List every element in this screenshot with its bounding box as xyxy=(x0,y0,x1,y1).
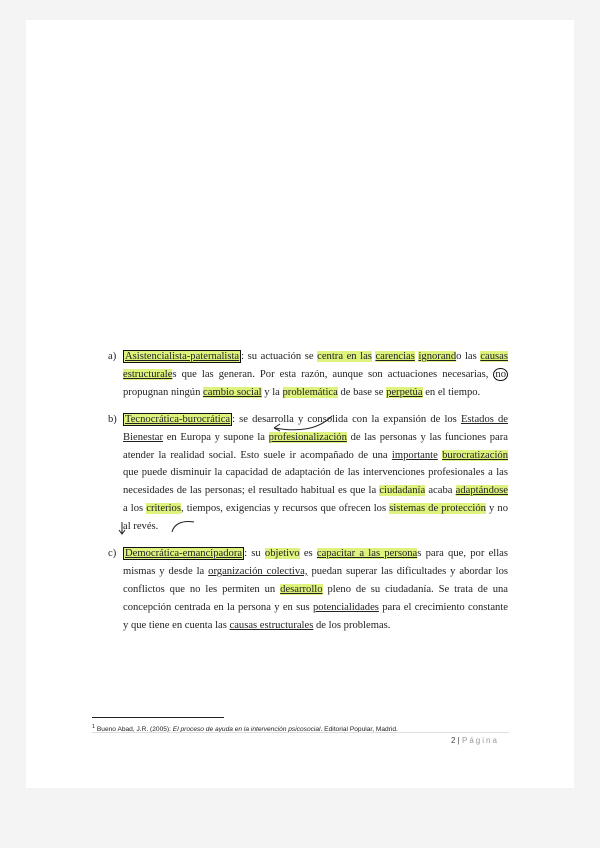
highlight-segment: burocratización xyxy=(442,449,508,461)
footnote-book-title: El proceso de ayuda en la intervención psicosocial xyxy=(172,726,321,734)
list-marker-c: c) xyxy=(108,548,117,560)
highlight-segment: objetivo xyxy=(264,548,300,560)
text-segment: puedan superar las dificultades y abordar los conflictos que no les permiten un xyxy=(123,565,508,595)
footnote-publisher: . Editorial Popular, Madrid. xyxy=(320,726,398,734)
text-segment: en Europa y supone la xyxy=(166,431,265,443)
text-segment: de los problemas. xyxy=(316,619,391,631)
term-democratica: Democrática-emancipadora xyxy=(125,548,243,560)
text-segment: propugnan ningún xyxy=(123,386,201,398)
highlight-segment: desarrollo xyxy=(280,583,323,595)
highlight-segment: profesionalización xyxy=(268,431,347,443)
approaches-list xyxy=(84,348,508,644)
page-number-separator: | xyxy=(455,736,462,745)
highlight-segment: centra en las xyxy=(317,351,372,362)
list-marker-a: a) xyxy=(108,351,117,362)
highlight-segment: ciudadanía xyxy=(379,485,426,497)
term-tecnocratica: Tecnocrática-burocrática xyxy=(125,413,231,425)
highlight-segment: problemática xyxy=(282,386,338,398)
text-segment: es xyxy=(303,548,313,560)
underlined-segment: importante xyxy=(391,449,438,461)
text-segment: acaba xyxy=(428,485,453,497)
highlight-segment: adaptándose xyxy=(455,485,508,497)
text-segment: pleno de su ciudadanía. Se trata de una concepción centrada en la persona y en sus xyxy=(123,583,509,613)
highlight-segment: ignorand xyxy=(418,351,457,362)
handwritten-arrow-icon xyxy=(116,518,200,542)
list-item-a xyxy=(84,348,508,402)
highlight-segment: criterios xyxy=(146,503,181,515)
text-segment: : se desarrolla y consolida con la expansión de los xyxy=(232,413,457,425)
text-segment: , tiempos, exigencias y recursos que ofrecen los xyxy=(180,503,387,515)
footnote-author: Bueno Abad, J.R. (2005): xyxy=(96,726,171,734)
underlined-segment: potencialidades xyxy=(313,601,379,613)
text-segment: s que las generan. Por esta razón, aunque son actuaciones necesarias, xyxy=(172,368,489,380)
term-asistencialista: Asistencialista-paternalista xyxy=(125,351,240,362)
highlight-segment: carencias xyxy=(375,351,415,362)
handwritten-arrow-icon xyxy=(268,414,334,436)
text-segment: en el tiempo. xyxy=(425,386,481,398)
footnote-divider xyxy=(92,717,224,718)
underlined-segment: causas estructurales xyxy=(229,619,314,631)
text-segment: y la xyxy=(264,386,280,398)
text-segment: : su xyxy=(244,548,261,560)
page-number-value: 2 xyxy=(451,736,456,745)
text-segment: o las xyxy=(456,351,477,362)
circled-word: no xyxy=(495,368,507,380)
list-item-c xyxy=(84,545,508,635)
page-number-divider xyxy=(92,732,509,733)
underlined-segment: Estados de Bienestar xyxy=(123,413,509,443)
highlight-segment: causas estructurale xyxy=(123,351,508,380)
text-segment: a los xyxy=(123,503,144,515)
text-segment: que puede disminuir la capacidad de adaptación de las intervenciones profesionales a las necesidades de las personas; el resultado habitual es que la xyxy=(123,467,508,497)
list-marker-b: b) xyxy=(108,413,117,425)
highlight-segment: cambio social xyxy=(203,386,262,398)
text-segment: de las personas y las funciones para atender la realidad social. Esto suele ir acompañado de una xyxy=(123,431,508,461)
underlined-segment: organización colectiva, xyxy=(208,565,308,577)
text-segment: y no al revés. xyxy=(123,503,509,533)
highlight-segment: perpetúa xyxy=(386,386,423,398)
page-number-label: Página xyxy=(461,736,499,745)
highlight-segment: capacitar a las persona xyxy=(316,548,418,560)
text-segment: s para que, por ellas mismas y desde la xyxy=(123,548,508,577)
text-segment: : su actuación se xyxy=(241,351,314,362)
text-segment: para el crecimiento constante y que tiene en cuenta las xyxy=(123,601,509,631)
highlight-segment: sistemas de protección xyxy=(389,503,486,515)
page-number xyxy=(451,736,499,745)
text-segment: de base se xyxy=(340,386,384,398)
footnote-mark: 1 xyxy=(92,724,96,730)
